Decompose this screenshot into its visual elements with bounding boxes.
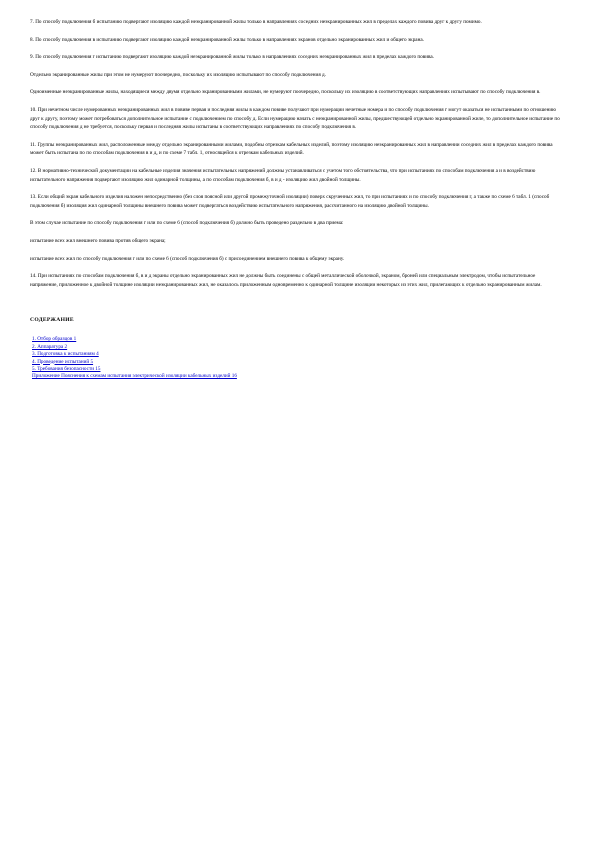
toc-item [32, 344, 561, 351]
toc-link-sampling[interactable]: 1. Отбор образцов 1 [32, 336, 77, 343]
paragraph-12: 12. В нормативно-технической документации на кабельные изделия значения испытательных напряжений должны устанавливаться с учетом того обстоятельства, что при испытаниях по способам подключения а и в воздействию испытательного напряжения подвергают изоляцию жил одинарной толщины, а по способам подключения б, в и д - изоляцию жил двойной толщины. [30, 167, 536, 183]
toc-link-safety[interactable]: 5. Требования безопасности 15 [32, 365, 101, 372]
paragraph-step-1: испытание всех жил внешнего повива против общего экрана; [30, 237, 166, 244]
paragraph-13: 13. Если общий экран кабельного изделия наложен непосредственно (без слоя поясной или другой промежуточной изоляции) поверх скрученных жил, то при испытаниях и по способу подключения г, а также по схеме 6 табл. 1 (способ подключения б) изоляция жил одинарной толщины внешнего повива может подвергаться воздействию испытательного напряжения, рассчитанного на изоляцию двойной толщины. [30, 194, 550, 209]
paragraph-note-shielded: Отдельно экранированные жилы при этом не нумеруют поочередно, поскольку их изоляцию испытывают по способу подключения д. [30, 71, 326, 78]
paragraph-10: 10. При нечетном числе нумерованных неэкранированных жил в повиве первая и последняя жилы в каждом повиве получают при нумерации нечетные номера и по способу подключения г могут оказаться не испытанными по отношению друг к другу, поэтому может потребоваться дополнительное испытание с подключением по способу д. Если нумерацию начать с неэкранированной жилы, предшествующей отдельно экранированной жиле, то дополнительное испытание по способу подключения д не требуется, поскольку первая и последняя жилы испытаны в соответствующих направлениях по способу подключения в. [30, 106, 560, 131]
paragraph-two-stage: В этом случае испытание по способу подключения г или по схеме 6 (способ подключения б) должно быть проведено раздельно в два приема: [30, 220, 344, 227]
toc-item [32, 359, 561, 366]
toc-item [32, 373, 561, 380]
paragraph-7: 7. По способу подключения б испытанию подвергают изоляцию каждой неэкранированной жилы только в направлениях соседних неэкранированных жил в пределах каждого повива друг к другу помимо. [30, 19, 482, 25]
table-of-contents [30, 336, 561, 380]
toc-link-apparatus[interactable]: 2. Аппаратура 2 [32, 343, 68, 350]
paragraph-9: 9. По способу подключения г испытанию подвергают изоляцию каждой неэкранированной жилы только в направлениях соседних неэкранированных жил в пределах каждого повива. [30, 54, 434, 61]
toc-item [32, 336, 561, 343]
paragraph-note-same-name: Одноименные неэкранированные жилы, находящиеся между двумя отдельно экранированными жилами, не нумеруют поочередно, поскольку их изоляцию в соответствующих направлениях испытывают по способу подключения в. [30, 89, 541, 96]
toc-link-testing[interactable]: 4. Проведение испытаний 5 [32, 358, 94, 365]
paragraph-8: 8. По способу подключения в испытанию подвергают изоляцию каждой неэкранированной жилы только в направлениях экранов отдельно экранированных жил и общего экрана. [30, 36, 424, 43]
toc-item [32, 351, 561, 358]
toc-link-appendix[interactable]: Приложение Пояснения к схемам испытания электрической изоляции кабельных изделий 16 [32, 373, 237, 380]
toc-link-preparation[interactable]: 3. Подготовка к испытаниям 4 [32, 351, 99, 358]
paragraph-step-2: испытание всех жил по способу подключения г или по схеме 6 (способ подключения б) с присоединением внешнего повива к общему экрану. [30, 255, 345, 262]
paragraph-11: 11. Группы неэкранированных жил, расположенные между отдельно экранированными жилами, подобны отрезкам кабельных изделий, поэтому изоляцию неэкранированных жил в направлении соседних жил в пределах каждого повива может быть испытана по по способам подключения в и д, и по схеме 7 табл. 1, относящейся к отрезкам кабельных изделий. [30, 141, 553, 157]
toc-title: СОДЕРЖАНИЕ [30, 317, 74, 324]
paragraph-14: 14. При испытаниях по способам подключения б, в и д экраны отдельно экранированных жил не должны быть соединены с общей металлической оболочкой, экраном, броней или специальным электродом, чтобы испытательное напряжение, приложенное к двойной толщине изоляции неэкранированных жил, не оказалось приложенным одновременно к одинарной толщине изоляции некоторых из этих жил, прилегающих к отдельно экранированным жилам. [30, 273, 542, 288]
